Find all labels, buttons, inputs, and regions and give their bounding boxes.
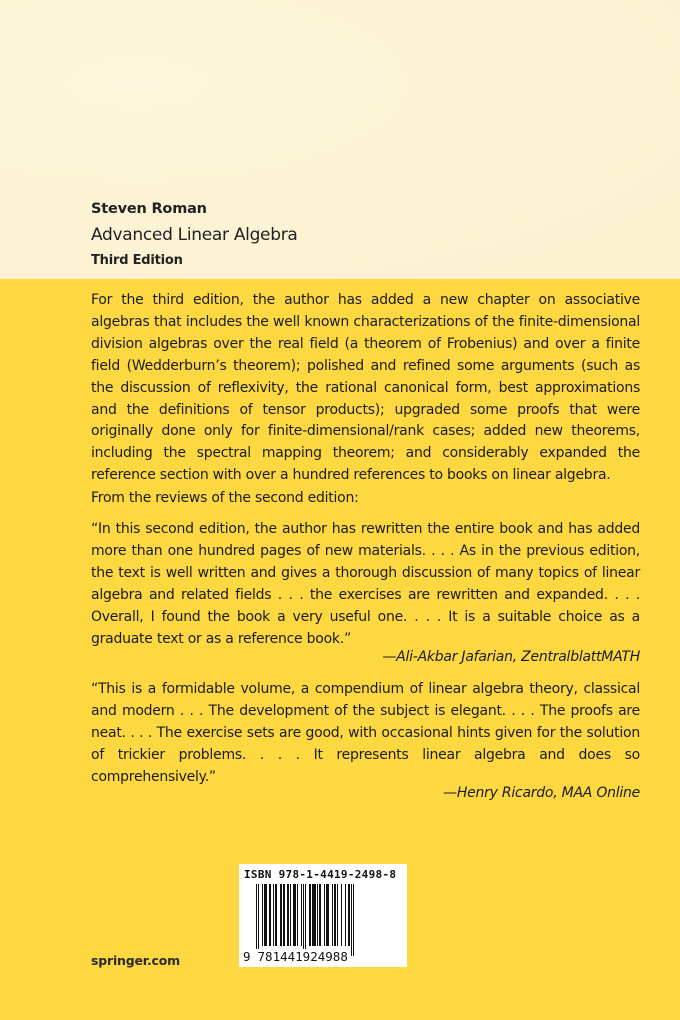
review-quote-2: “This is a formidable volume, a compendium of linear algebra theory, classical and modern . . . The development of the subject is elegant. . . . The proofs are neat. . . . The exercise sets are good, with occasional hints given for the solution of trickier problems. . . . It represents linear algebra and does so comprehensively.”	[91, 681, 640, 785]
review-quote-1: “In this second edition, the author has rewritten the entire book and has added more than one hundred pages of new materials. . . . As in the previous edition, the text is well written and gives a thorough discussion of many topics of linear algebra and related fields . . . the exercises are rewritten and expanded. . . . Overall, I found the book a very useful one. . . . It is a suitable choice as a graduate text or as a reference book.”	[91, 521, 640, 647]
ean-first-digit: 9	[243, 949, 251, 964]
review-attribution-1: —Ali-Akbar Jafarian, ZentralblattMATH	[382, 649, 640, 665]
review-attribution-2: —Henry Ricardo, MAA Online	[443, 785, 640, 801]
book-author: Steven Roman	[91, 201, 207, 217]
ean-number	[243, 949, 349, 964]
barcode-bars	[256, 884, 400, 952]
book-title: Advanced Linear Algebra	[91, 225, 298, 245]
reviews-intro: From the reviews of the second edition:	[91, 490, 359, 506]
isbn-label: ISBN 978-1-4419-2498-8	[244, 868, 397, 881]
isbn-barcode	[239, 864, 407, 967]
description-paragraph: For the third edition, the author has added a new chapter on associative algebras that includes the well known characterizations of the finite-dimensional division algebras over the real field (a theorem of Frobenius) and over a finite field (Wedderburn’s theorem); polished and refined some arguments (such as the discussion of reflexivity, the rational canonical form, best approximations and the definitions of tensor products); upgraded some proofs that were originally done only for finite-dimensional/rank cases; added new theorems, including the spectral mapping theorem; and considerably expanded the reference section with over a hundred references to books on linear algebra.	[91, 292, 640, 484]
book-edition: Third Edition	[91, 253, 183, 268]
publisher-url: springer.com	[91, 953, 180, 968]
ean-digits: 781441924988	[257, 949, 348, 964]
